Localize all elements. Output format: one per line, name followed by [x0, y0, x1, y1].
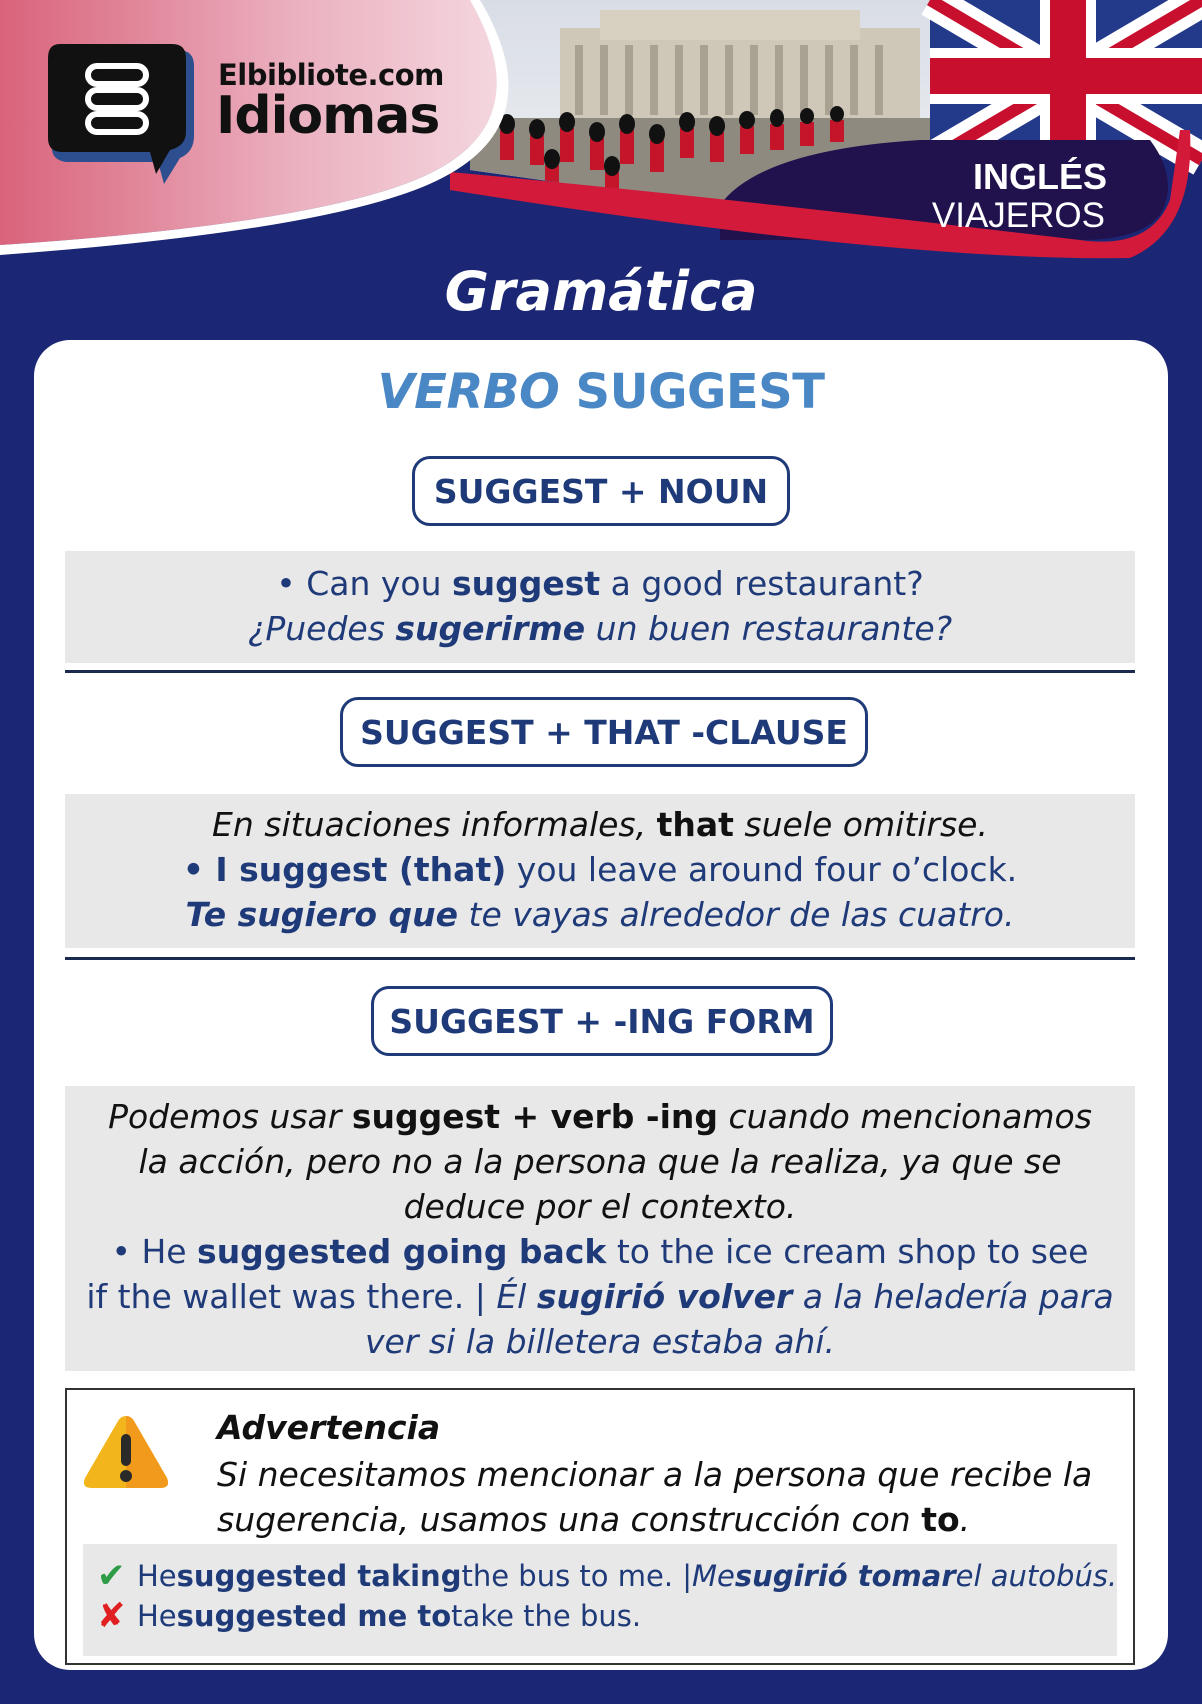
header-banner	[0, 0, 1202, 262]
example-en: • I suggest (that) you leave around four o’clock.	[182, 850, 1018, 889]
check-icon: ✔	[97, 1556, 126, 1596]
usage-note: En situaciones informales, that suele omitirse.	[212, 805, 988, 844]
page-title	[34, 364, 1168, 420]
example-line2: if the wallet was there. | Él sugirió volver a la heladería para	[86, 1277, 1114, 1316]
warning-box	[65, 1388, 1135, 1665]
section-title: Gramática	[444, 260, 758, 323]
example-es: ¿Puedes sugerirme un buen restaurante?	[247, 609, 953, 648]
page-title-word: SUGGEST	[575, 364, 825, 420]
example-es: Te sugiero que te vayas alrededor de las cuatro.	[185, 895, 1015, 934]
page-title-verb: VERBO	[377, 364, 560, 420]
usage-note-line2: la acción, pero no a la persona que la realiza, ya que se	[138, 1142, 1062, 1181]
content-card	[34, 340, 1168, 1670]
example-line1: • He suggested going back to the ice cream shop to see	[111, 1232, 1089, 1271]
warning-icon	[81, 1412, 171, 1492]
warning-text: Si necesitamos mencionar a la persona que recibe la sugerencia, usamos una construcción con to.	[217, 1455, 1093, 1539]
section-divider	[65, 957, 1135, 960]
usage-note-line3: deduce por el contexto.	[403, 1187, 797, 1226]
section-pill-noun: SUGGEST + NOUN	[412, 456, 790, 526]
example-box-noun	[65, 551, 1135, 663]
example-box-ing-form	[65, 1086, 1135, 1371]
section-pill-ing-form: SUGGEST + -ING FORM	[371, 986, 833, 1056]
example-box-that-clause	[65, 794, 1135, 948]
usage-note-line1: Podemos usar suggest + verb -ing cuando mencionamos	[108, 1097, 1092, 1136]
audience-label: VIAJEROS	[931, 196, 1105, 235]
brand-name: Idiomas	[216, 86, 440, 146]
warning-title: Advertencia	[217, 1408, 441, 1447]
section-pill-that-clause: SUGGEST + THAT -CLAUSE	[340, 697, 868, 767]
union-jack-flag	[930, 0, 1202, 160]
correct-example: ✔ He suggested taking the bus to me. | Me sugirió tomar el autobús.	[97, 1556, 1118, 1596]
example-line3: ver si la billetera estaba ahí.	[364, 1322, 835, 1361]
incorrect-example: ✘ He suggested me to take the bus.	[97, 1596, 642, 1636]
cross-icon: ✘	[97, 1596, 126, 1636]
warning-examples	[83, 1544, 1117, 1656]
language-label: INGLÉS	[972, 156, 1107, 197]
section-divider	[65, 670, 1135, 673]
chat-bubble-menu-icon	[46, 38, 201, 188]
example-en: • Can you suggest a good restaurant?	[276, 564, 924, 603]
brand-site: Elbibliote.com	[218, 58, 444, 92]
